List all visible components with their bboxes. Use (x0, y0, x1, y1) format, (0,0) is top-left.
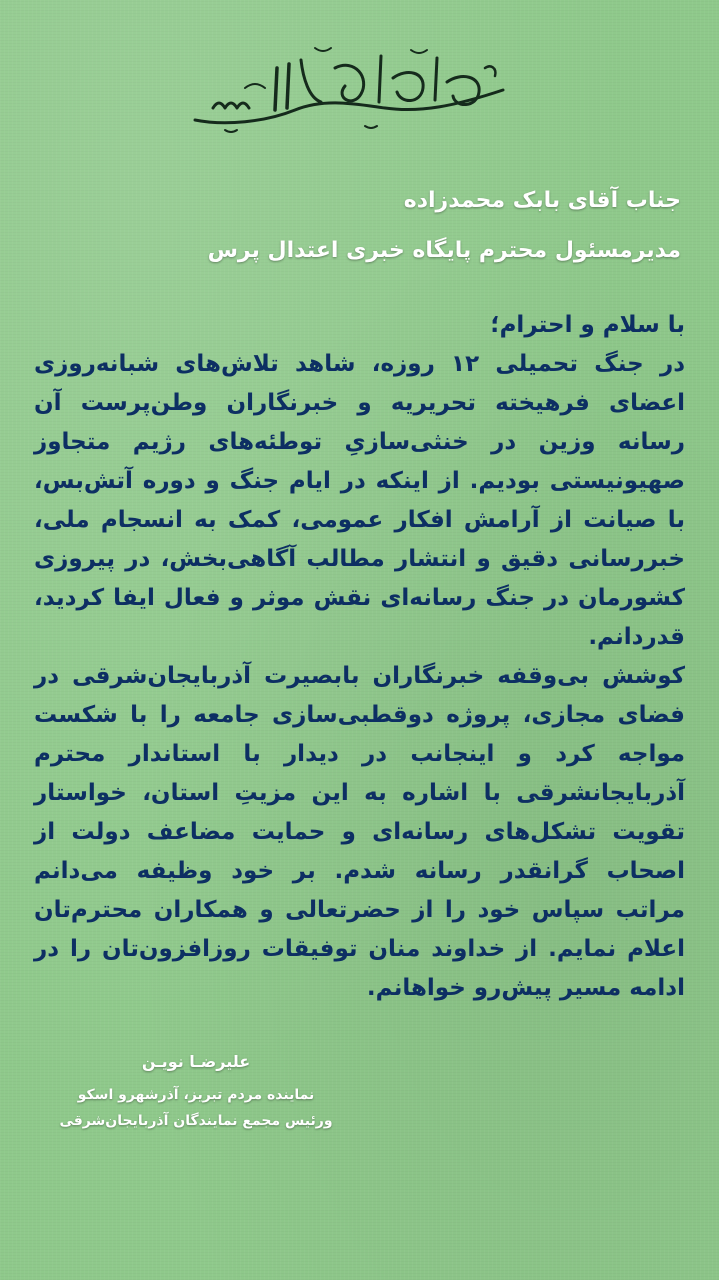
recipient-position: مدیرمسئول محترم پایگاه خبری اعتدال پرس (207, 238, 681, 263)
greeting: با سلام و احترام؛ (490, 312, 685, 338)
letter-body (34, 306, 685, 1008)
basmala-calligraphy (185, 38, 515, 138)
letter-paragraph-1: در جنگ تحمیلی ۱۲ روزه، شاهد تلاش‌های شبانه‌روزی اعضای فرهیخته تحریریه و خبرنگاران وطن‌پرست آن رسانه وزین در خنثی‌سازیِ توطئه‌های رژیم متجاوز صهیونیستی بودیم. از اینکه در ایام جنگ و دوره آتش‌بس، با صیانت از آرامش افکار عمومی، کمک به انسجام ملی، خبررسانی دقیق و انتشار مطالب آگاهی‌بخش، در پیروزی کشورمان در جنگ رسانه‌ای نقش موثر و فعال ایفا کردید، قدردانم. (34, 351, 685, 650)
signer-title-2: ورئیس مجمع نمایندگان آذربایجان‌شرقی (59, 1113, 333, 1129)
signer-name: علیرضـا نویـن (141, 1052, 251, 1071)
recipient-header (41, 186, 681, 286)
letter-paragraph-2: کوشش بی‌وقفه خبرنگاران بابصیرت آذربایجان‌شرقی در فضای مجازی، پروژه دوقطبی‌سازی جامعه را با شکست مواجه کرد و اینجانب در دیدار با استاندار محترم آذربایجانشرقی با اشاره به این مزیتِ استان، خواستار تقویت تشکل‌های رسانه‌ای و حمایت مضاعف دولت از اصحاب گرانقدر رسانه شدم. بر خود وظیفه می‌دانم مراتب سپاس خود را از حضرتعالی و همکاران محترم‌تان اعلام نمایم. از خداوند منان توفیقات روزافزون‌تان را در ادامه مسیر پیش‌رو خواهانم. (34, 663, 685, 1001)
signer-title-1: نماینده مردم تبریز، آذرشهرو اسکو (77, 1087, 315, 1103)
signature-block (40, 1050, 352, 1134)
recipient-name: جناب آقای بابک محمدزاده (403, 188, 681, 213)
